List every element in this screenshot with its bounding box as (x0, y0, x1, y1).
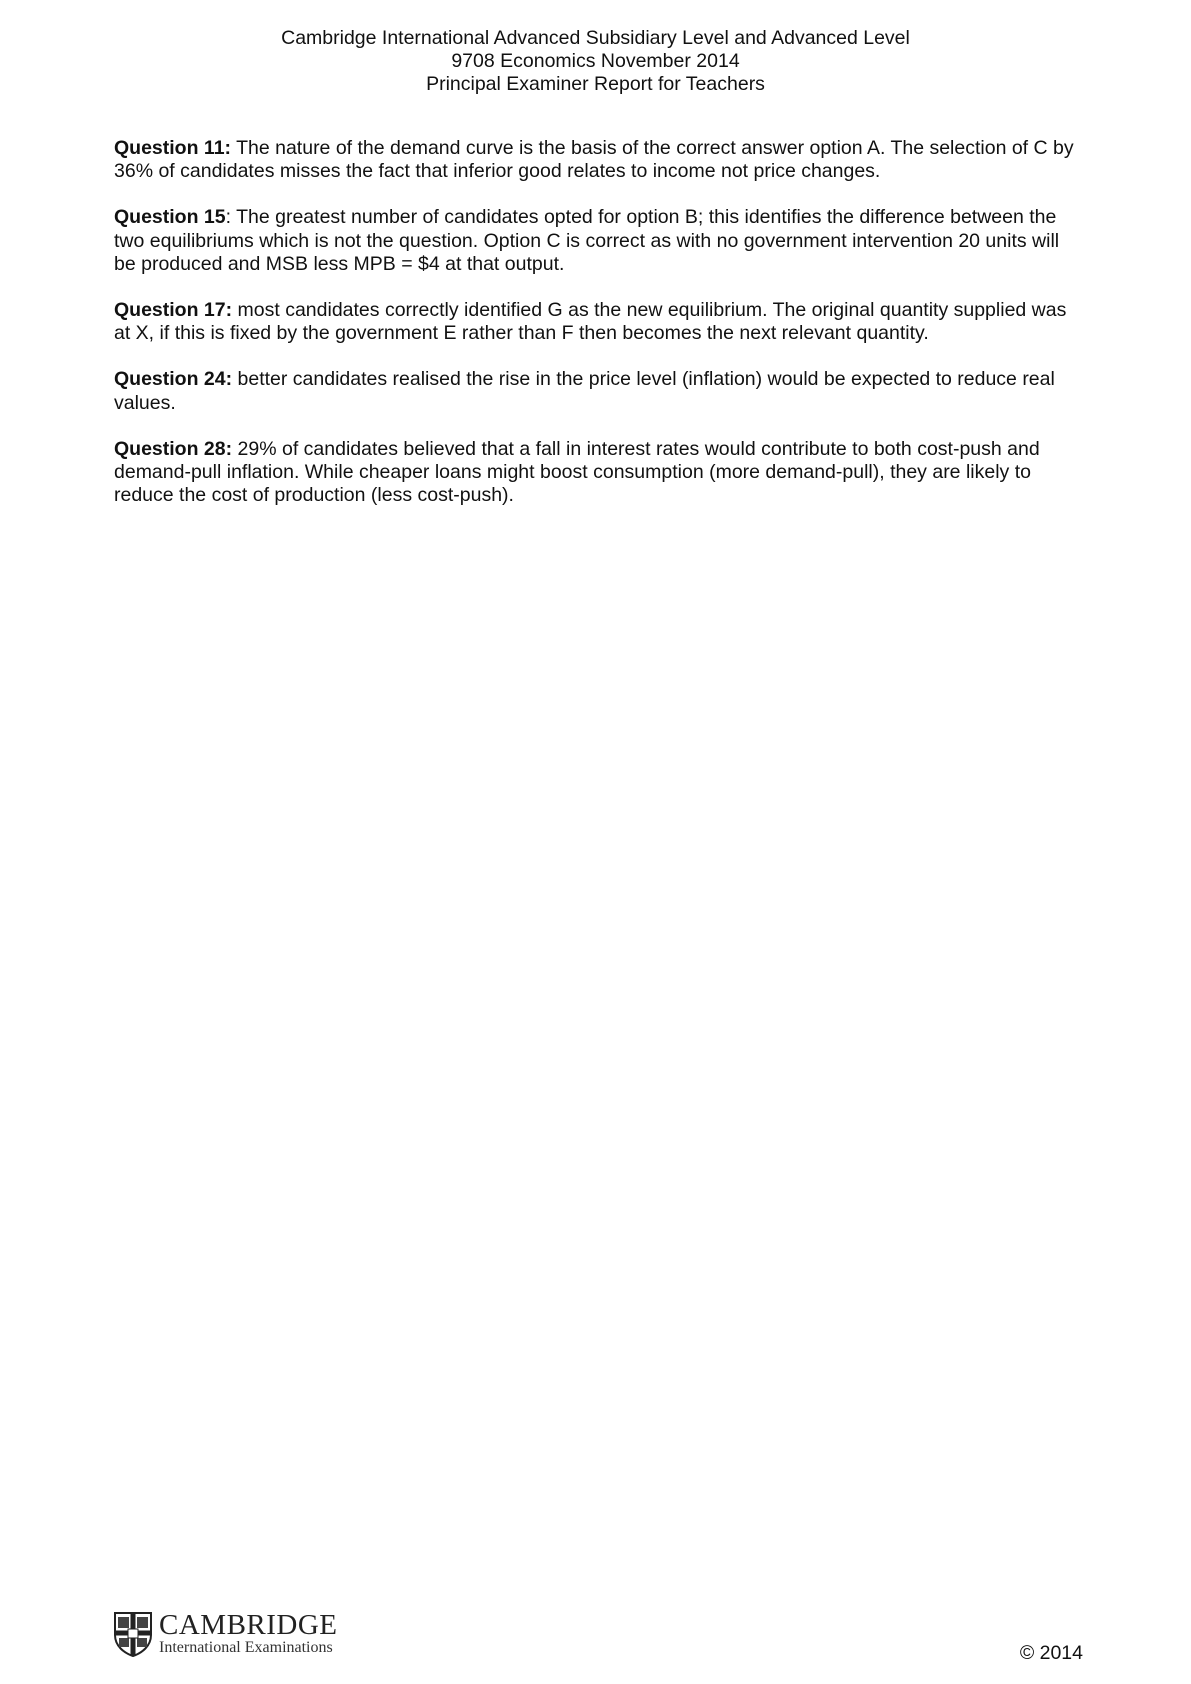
logo-subtitle: International Examinations (159, 1639, 333, 1656)
logo-wordmark: CAMBRIDGE (159, 1609, 338, 1641)
header-report-type: Principal Examiner Report for Teachers (426, 73, 765, 95)
question-label: Question 11: (114, 137, 232, 159)
header-subtitle: 9708 Economics November 2014 (451, 50, 740, 72)
cambridge-shield-icon (113, 1611, 153, 1657)
report-body (114, 137, 1084, 530)
header-title: Cambridge International Advanced Subsidiary Level and Advanced Level (281, 27, 910, 49)
cambridge-logo (113, 1611, 338, 1657)
question-comment: most candidates correctly identified G as the new equilibrium. The original quantity supplied was at X, if this is fixed by the government E rather than F then becomes the next relevant quantity. (114, 299, 1067, 345)
question-comment: 29% of candidates believed that a fall in interest rates would contribute to both cost-push and demand-pull inflation. While cheaper loans might boost consumption (more demand-pull), they are likely to reduce the cost of production (less cost-push). (114, 437, 1040, 507)
question-comment: The nature of the demand curve is the basis of the correct answer option A. The selection of C by 36% of candidates misses the fact that inferior good relates to income not price changes. (114, 137, 1074, 183)
question-28-paragraph (114, 438, 1084, 508)
question-label: Question 24: (114, 368, 233, 391)
question-15-paragraph (114, 206, 1084, 276)
question-label: Question 17: (114, 299, 233, 322)
question-label: Question 15 (114, 206, 226, 229)
question-24-paragraph (114, 368, 1084, 414)
question-comment: : The greatest number of candidates opted for option B; this identifies the difference between the two equilibriums which is not the question. Option C is correct as with no government intervention 20 units will be produced and MSB less MPB = $4 at that output. (114, 206, 1060, 275)
question-label: Question 28: (114, 437, 233, 460)
question-17-paragraph (114, 299, 1084, 345)
page-header (0, 27, 1191, 96)
copyright-notice: © 2014 (1019, 1642, 1083, 1664)
question-11-paragraph (114, 137, 1084, 183)
question-comment: better candidates realised the rise in the price level (inflation) would be expected to reduce real values. (114, 368, 1055, 414)
